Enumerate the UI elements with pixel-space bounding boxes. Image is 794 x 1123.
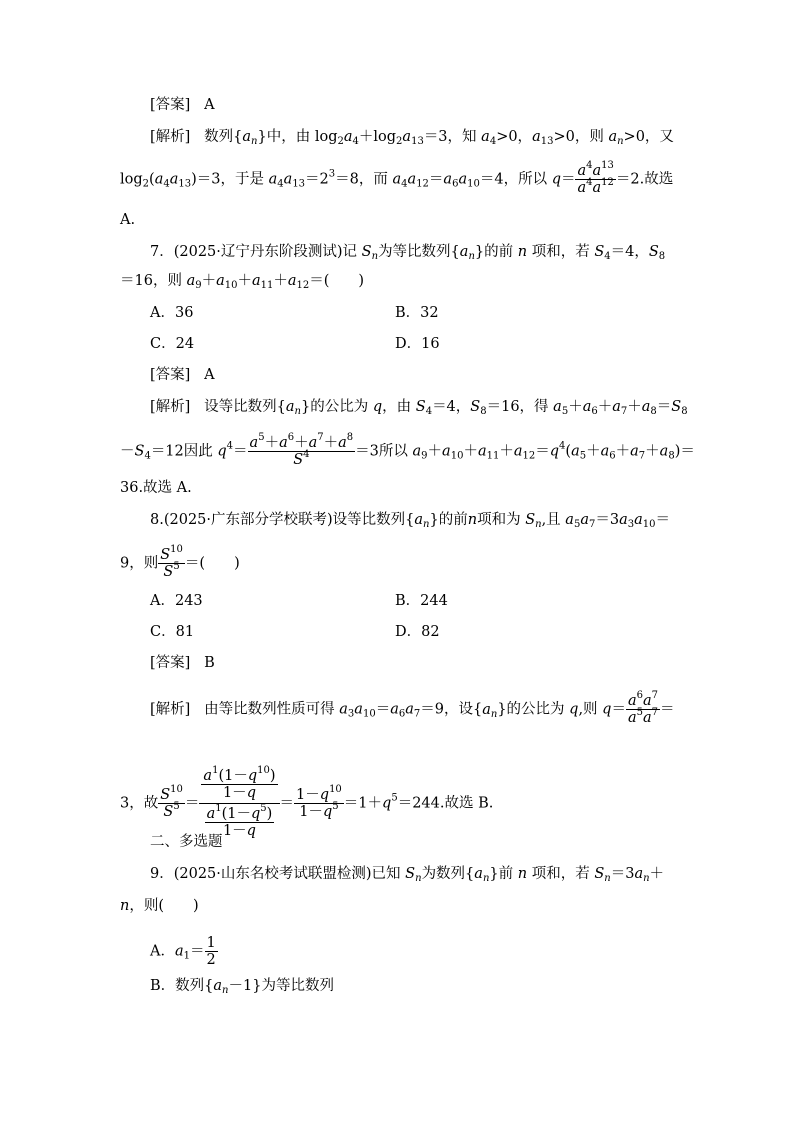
q8-analysis-line1: [解析] 由等比数列性质可得 $a_3a_{10}=a_6a_7=9$，设$\{a_n\}$的公比为 q,则 q＝ $\frac{a^6a^7}{a^5a^7}$ ＝ bbox=[150, 690, 675, 726]
q8-option-a[interactable]: A．243 bbox=[150, 593, 203, 609]
fraction: $\frac{S^{10}}{S^5}$ bbox=[160, 544, 183, 580]
q6-analysis-line2: $\log_2(a_4a_{13})=3$，于是 $a_4a_{13}=2^3=8$，而 $a_4a_{12}=a_6a_{10}=4$，所以 q＝ $\frac{a^4a^{13}}{a^4a^{12}}$ ＝2.故选 bbox=[120, 160, 674, 196]
fraction: $\frac{1-q^{10}}{1-q^5}$ bbox=[296, 784, 342, 820]
q8-stem-line1: 8.(2025·广东部分学校联考)设等比数列$\{a_n\}$的前n项和为 $S_n$,且 $a_5a_7=3a_3a_{10}=$ bbox=[150, 512, 671, 530]
q7-option-b[interactable]: B．32 bbox=[395, 305, 439, 321]
answer-tag: [答案] bbox=[150, 367, 191, 383]
q8-answer-line bbox=[150, 653, 215, 673]
q7-analysis-line2: $-S_4=12$因此 $q^4=$ $\frac{a^5+a^6+a^7+a^8}{S^4}$ ＝3所以 $a_9+a_{10}+a_{11}+a_{12}=q^4(a_5+a_6+a_7+a_8)=$ bbox=[120, 432, 695, 468]
q7-answer-line bbox=[150, 365, 215, 385]
q7-analysis-line3: 36.故选 A. bbox=[120, 480, 192, 496]
q8-stem-line2: 9，则 $\frac{S^{10}}{S^5}$ ＝( ) bbox=[120, 544, 240, 580]
q9-option-b[interactable]: B．数列$\{a_n-1\}$为等比数列 bbox=[150, 978, 334, 996]
analysis-tag: [解析] bbox=[150, 701, 191, 718]
q7-option-a[interactable]: A．36 bbox=[150, 305, 194, 321]
fraction: $\frac{a^5+a^6+a^7+a^8}{S^4}$ bbox=[249, 432, 354, 468]
fraction: $\frac{a^6a^7}{a^5a^7}$ bbox=[627, 690, 659, 726]
q8-options-row1 bbox=[150, 591, 710, 611]
analysis-tag: [解析] bbox=[150, 399, 191, 415]
answer-value: B bbox=[204, 655, 215, 671]
q6-analysis-line3: A. bbox=[120, 212, 136, 228]
q8-option-b[interactable]: B．244 bbox=[395, 593, 448, 609]
q9-option-a[interactable]: A．$a_1=$ $\frac{1}{2}$ bbox=[150, 935, 216, 968]
answer-tag: [答案] bbox=[150, 97, 191, 113]
answer-value: A bbox=[204, 97, 215, 113]
q7-stem-line2: ＝16，则 $a_9+a_{10}+a_{11}+a_{12}=$( ) bbox=[120, 273, 365, 291]
q8-analysis-line2: 3，故 $\frac{S^{10}}{S^5}$ ＝ $\frac{\frac{a^1(1-q^{10})}{1-q}}{\frac{a^1(1-q^5)}{1-q}}$ ＝ $\frac{1-q^{10}}{1-q^5}$ $=1+q^5=244$.故选 B. bbox=[120, 765, 494, 839]
q8-option-d[interactable]: D．82 bbox=[395, 624, 440, 640]
fraction: $\frac{1}{2}$ bbox=[206, 935, 216, 968]
answer-tag: [答案] bbox=[150, 655, 191, 671]
q7-options-row2 bbox=[150, 334, 710, 354]
q8-option-c[interactable]: C．81 bbox=[150, 624, 195, 640]
q9-stem-line1: 9．(2025·山东名校考试联盟检测)已知 $S_n$为数列$\{a_n\}$前 n 项和，若 $S_n=3a_n+$ bbox=[150, 866, 665, 884]
section-title: 二、多选题 bbox=[150, 834, 223, 850]
fraction: $\frac{S^{10}}{S^5}$ bbox=[160, 784, 183, 820]
q7-analysis-line1: [解析] 设等比数列$\{a_n\}$的公比为 q，由 $S_4=4$，$S_8=16$，得 $a_5+a_6+a_7+a_8=S_8$ bbox=[150, 399, 688, 417]
q7-option-d[interactable]: D．16 bbox=[395, 336, 440, 352]
q7-options-row1 bbox=[150, 303, 710, 323]
answer-value: A bbox=[204, 367, 215, 383]
q7-stem-line1: 7．(2025·辽宁丹东阶段测试)记 $S_n$为等比数列$\{a_n\}$的前 n 项和，若 $S_4=4$，$S_8$ bbox=[150, 244, 666, 262]
q7-option-c[interactable]: C．24 bbox=[150, 336, 195, 352]
q6-analysis-line1: [解析] 数列$\{a_n\}$中，由 $\log_2a_4+\log_2a_{13}=3$，知 $a_4>0$，$a_{13}>0$，则 $a_n>0$，又 bbox=[150, 129, 674, 147]
q6-answer-line bbox=[150, 95, 215, 115]
q9-stem-line2: n，则( ) bbox=[120, 898, 199, 914]
q8-options-row2 bbox=[150, 622, 710, 642]
compound-fraction: $\frac{\frac{a^1(1-q^{10})}{1-q}}{\frac{a^1(1-q^5)}{1-q}}$ bbox=[199, 766, 279, 841]
analysis-tag: [解析] bbox=[150, 129, 191, 145]
fraction: $\frac{a^4a^{13}}{a^4a^{12}}$ bbox=[577, 160, 614, 196]
